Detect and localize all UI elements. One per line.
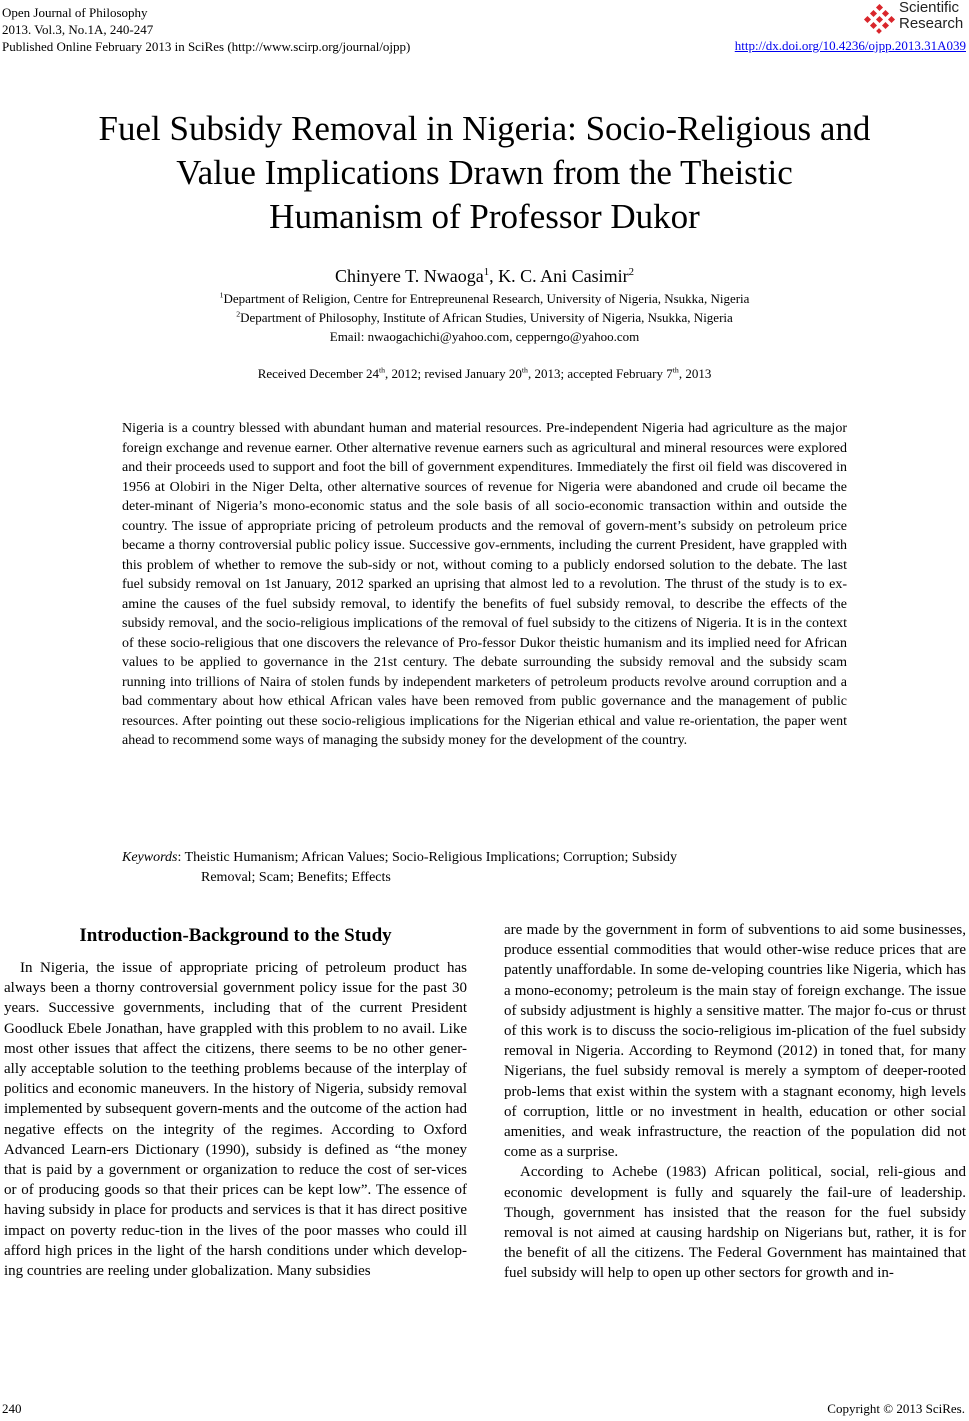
received-th1: th bbox=[378, 365, 386, 375]
affiliation-1 bbox=[0, 290, 969, 307]
intro-paragraph-1-continued: are made by the government in form of subventions to aid some businesses, produce essential commodities that would other-wise reduce prices that are patently unaffordable. In some de-veloping countries like Nigeria, which has a mono-economy; petroleum is the main stay of foreign exchange. The issue of subsidy adjustment is highly a sensitive matter. The major fo-cus or thrust of this work is to discuss the socio-religious im-plication of the fuel subsidy removal in Nigeria. According to Reymond (2012) in toned that, for many Nigerians, the fuel subsidy removal is merely a symptom of deeper-rooted prob-lems that exist within the system with a stagnant economy, high levels of corruption, little or no investment in health, education or other social amenities, and weak infrastructure, the reaction of the population did not come as a surprise. bbox=[504, 922, 966, 1161]
received-dates bbox=[0, 365, 969, 382]
title-line3: Humanism of Professor Dukor bbox=[269, 197, 700, 236]
abstract: Nigeria is a country blessed with abundant human and material resources. Pre-independent Nigeria had agriculture as the major foreign exchange and revenue earner. Other alternative revenue earners such as agricultural and mineral resources were explored and their proceeds used to support and foot the bill of government expenditures. Immediately the first oil field was discovered in 1956 at Olobiri in the Niger Delta, other alternative sources of revenue for Nigeria were abandoned and crude oil became the deter-minant of Nigeria’s mono-economic status and the sole basis of all socio-economic transaction within and outside the country. The issue of appropriate pricing of petroleum products and the removal of govern-ment’s subsidy on petroleum price became a thorny controversial public policy issue. Successive gov-ernments, including the current President, have grappled with this problem of whether to remove the sub-sidy or not, without coming to a publicly endorsed solution to the debate. The last fuel subsidy removal on 1st January, 2012 sparked an uprising that almost led to a revolution. The thrust of the study is to ex-amine the causes of the fuel subsidy removal, to identify the benefits of fuel subsidy removal, to describe the effects of the subsidy removal, and the socio-religious implications of the removal of fuel subsidy to the citizens of Nigeria. It is in the context of these socio-religious that one discovers the relevance of Pro-fessor Dukor theistic humanism and its implied need for African values to be applied to governance in the 21st century. The debate surrounding the subsidy removal and the subsidy scam running into trillions of Naira of stolen funds by independent marketers of petroleum products revolve around corruption and a bad commentary about how ethical African vales have been removed from public governance and the management of public resources. After pointing out these socio-religious implications for the Nigerian ethical and value re-orientation, the paper went ahead to recommend some ways of managing the subsidy money for the development of the country. bbox=[122, 421, 847, 748]
right-column bbox=[504, 920, 966, 1284]
doi-link[interactable]: http://dx.doi.org/10.4236/ojpp.2013.31A039 bbox=[734, 38, 966, 53]
author-2-affil-mark: 2 bbox=[628, 266, 635, 278]
received-part2: , 2012; revised January 20 bbox=[385, 366, 522, 381]
logo-diamond-icon bbox=[863, 4, 897, 34]
left-column bbox=[4, 920, 467, 1281]
received-part1: Received December 24 bbox=[257, 366, 379, 381]
affiliation-1-mark: 1 bbox=[219, 290, 224, 300]
received-part4: , 2013 bbox=[678, 366, 712, 381]
logo-line2: Research bbox=[899, 15, 964, 32]
affiliation-2-text: Department of Philosophy, Institute of African Studies, University of Nigeria, Nsukka, Nigeria bbox=[240, 310, 733, 325]
title-line1: Fuel Subsidy Removal in Nigeria: Socio-Religious and bbox=[98, 109, 871, 148]
author-1-affil-mark: 1 bbox=[483, 266, 490, 278]
logo-text bbox=[899, 0, 963, 32]
keywords-line2: Removal; Scam; Benefits; Effects bbox=[201, 870, 391, 885]
section-heading: Introduction-Background to the Study bbox=[79, 925, 392, 946]
copyright: Copyright © 2013 SciRes. bbox=[827, 1401, 965, 1416]
author-2: K. C. Ani Casimir bbox=[498, 266, 629, 286]
affiliation-2 bbox=[0, 309, 969, 326]
intro-paragraph-2: According to Achebe (1983) African political, social, reli-gious and economic development is fully and squarely the fail-ure of leadership. Though, government has insisted that the reason for the fuel subsidy removal is not aimed at causing hardship on Nigerians but, rather, it is for the benefit of all the citizens. The Federal Government has maintained that fuel subsidy will help to open up other sectors for growth and in- bbox=[504, 1164, 966, 1282]
received-part3: , 2013; accepted February 7 bbox=[527, 366, 673, 381]
received-th3: th bbox=[672, 365, 679, 375]
affiliation-2-mark: 2 bbox=[236, 309, 241, 319]
keywords-colon: : bbox=[177, 850, 185, 865]
journal-volume: 2013. Vol.3, No.1A, 240-247 bbox=[2, 22, 154, 37]
journal-published: Published Online February 2013 in SciRes (http://www.scirp.org/journal/ojpp) bbox=[2, 39, 411, 54]
intro-paragraph-1: In Nigeria, the issue of appropriate pricing of petroleum product has always been a thorny controversial government policy issue for the past 30 years. Successive governments, including that of the current President Goodluck Ebele Jonathan, have grappled with this problem to no avail. Like most other issues that affect the citizens, there seems to be no other gener-ally acceptable solution to the teething problems because of the interplay of politics and economic maneuvers. In the history of Nigeria, subsidy removal implemented by subsequent govern-ments and the outcome of the action had negative effects on the integrity of the regimes. According to Oxford Advanced Learn-ers Dictionary (1990), subsidy is defined as “the money that is paid by a government or organization to reduce the cost of ser-vices or of producing goods so that their prices can be kept low”. The essence of having subsidy in place for products and services is that it has direct positive impact on poverty reduc-tion in the lives of the poor masses who could ill afford high prices in the light of the harsh conditions under which develop-ing countries are reeling under globalization. Many subsidies bbox=[4, 960, 467, 1280]
page-number: 240 bbox=[2, 1401, 22, 1416]
journal-name: Open Journal of Philosophy bbox=[2, 5, 148, 20]
keywords bbox=[122, 848, 847, 888]
scientific-research-logo bbox=[863, 0, 963, 36]
keywords-line1: Theistic Humanism; African Values; Socio-Religious Implications; Corruption; Subsidy bbox=[184, 850, 678, 865]
keywords-label: Keywords bbox=[122, 850, 178, 865]
paper-title bbox=[0, 107, 969, 239]
author-1: Chinyere T. Nwaoga bbox=[334, 266, 484, 286]
journal-header bbox=[2, 4, 410, 55]
author-separator: , bbox=[489, 266, 499, 286]
author-email: Email: nwaogachichi@yahoo.com, cepperngo@yahoo.com bbox=[329, 329, 640, 344]
logo-line1: Scientific bbox=[899, 0, 960, 16]
authors bbox=[0, 265, 969, 287]
received-th2: th bbox=[521, 365, 528, 375]
affiliation-1-text: Department of Religion, Centre for Entrepreunenal Research, University of Nigeria, Nsukka, Nigeria bbox=[223, 291, 750, 306]
title-line2: Value Implications Drawn from the Theistic bbox=[176, 153, 793, 192]
